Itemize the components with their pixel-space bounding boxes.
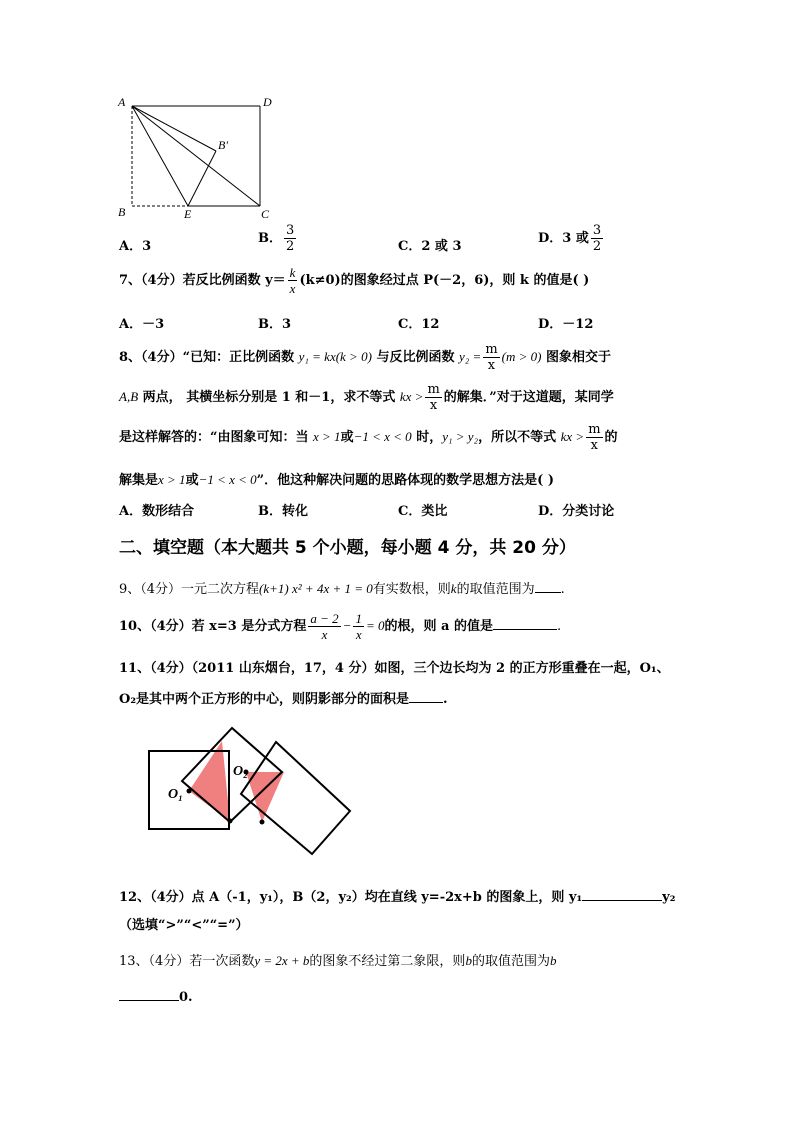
question-13 [119,950,556,969]
answer-blank[interactable] [119,988,179,1001]
text: 图象相交于 [546,350,612,365]
text: 的根，则 a 的值是 [384,619,493,634]
point-intersection-1 [228,819,233,824]
label-A: A [118,95,126,109]
frac-den: x [289,281,296,296]
text: 两点， 其横坐标分别是 1 和－1，求不等式 [142,390,396,405]
q6-option-b-label: B． [258,231,282,246]
text: . [560,582,565,597]
text: 是其中两个正方形的中心，则阴影部分的面积是 [136,692,410,707]
q6-option-d [538,224,605,253]
math: −1 < x < 0 [353,429,412,444]
q6-option-b [258,224,298,253]
q12-line-2: （选填“>”“<”“=”） [119,918,249,933]
text: 的解集．”对于这道题，某同学 [443,390,614,405]
math: A,B [119,389,139,404]
answer-blank[interactable] [582,888,662,901]
frac-num: 3 [286,223,295,238]
q8-fraction-2 [425,383,441,412]
frac-num: 1 [355,611,362,626]
math: = 0 [365,618,385,633]
frac-num: k [289,265,296,280]
text: . [556,619,562,634]
q8-line-3 [119,423,618,452]
text: 9、（4分）一元二次方程 [119,582,260,597]
math: −1 < x < 0 [198,472,257,487]
q10-fraction-1 [308,612,340,641]
math: kx > [399,389,424,404]
q11-line-1: 11、（4分）（2011 山东烟台，17，4 分）如图，三个边长均为 2 的正方形重叠在一起，O₁、 [119,661,670,676]
text: 13、（4分）若一次函数 [119,954,255,969]
q8-line-1 [119,343,611,372]
frac-num: m [588,422,601,437]
answer-blank[interactable] [535,580,561,593]
text: 的 [604,430,618,445]
q7-option-b: B．3 [258,317,292,332]
math: (m > 0) [501,349,542,364]
math: − [342,618,352,633]
label-O2: O₂ [233,764,248,779]
text: 或 [340,430,354,445]
q6-option-b-fraction [284,224,296,253]
q6-option-c: C．2 或 3 [398,239,462,254]
label-B: B [118,205,126,219]
math: k [450,581,457,596]
q12-line-1 [119,886,675,905]
q8-option-c: C．类比 [398,504,448,519]
text: 或 [185,473,199,488]
q7-option-d: D．－12 [538,317,594,332]
text: 10、（4分）若 x=3 是分式方程 [119,619,307,634]
q13-line-2 [119,988,193,1005]
math: (k+1) x² + 4x + 1 = 0 [259,581,373,596]
q7-stem: 7、（4分）若反比例函数 y＝ [119,273,286,288]
text: 的取值范围为 [456,582,535,597]
q8-fraction-3 [586,423,602,452]
q8-line-4 [119,469,554,488]
figure-overlapping-squares [140,720,370,860]
q6-option-d-fraction [591,224,603,253]
math: y₁ > y₂ [442,429,479,444]
q10-fraction-2 [353,612,364,641]
q7-option-a: A．－3 [119,317,165,332]
q8-line-2 [119,383,614,412]
text: 时， [416,430,443,445]
figure-rectangle-fold [110,90,290,230]
q7-fraction [288,266,298,295]
math: y₂ = [459,349,482,364]
frac-den: x [355,627,362,642]
frac-num: a − 2 [310,611,339,626]
question-7 [119,266,589,295]
text: O₂ [119,692,137,707]
text: ，所以不等式 [478,430,557,445]
math: b [465,953,472,968]
text: 有实数根，则 [372,582,451,597]
frac-den: 2 [286,239,295,254]
label-E: E [184,207,192,221]
section-2-title: 二、填空题（本大题共 5 个小题，每小题 4 分，共 20 分） [119,538,576,558]
segment-EBp [188,151,216,206]
text: 的图象不经过第二象限，则 [309,954,466,969]
text: 8、（4分）“已知：正比例函数 [119,350,295,365]
frac-num: m [427,382,440,397]
math: b [549,953,557,968]
q6-option-d-label: D．3 或 [538,231,589,246]
frac-den: x [429,398,438,413]
answer-blank[interactable] [409,690,443,703]
frac-num: m [485,342,498,357]
q11-line-2 [119,688,448,707]
math: y = 2x + b [254,953,310,968]
label-Bprime: B' [218,138,228,152]
label-O1: O₁ [168,787,183,802]
math: x > 1 [158,472,186,487]
frac-den: x [321,627,328,642]
math: kx > [560,429,585,444]
q7-option-c: C．12 [398,317,440,332]
text: 0. [179,990,193,1005]
frac-num: 3 [592,223,602,238]
text: 与反比例函数 [376,350,455,365]
text: 是这样解答的：“由图象可知：当 [119,430,309,445]
frac-den: x [590,438,599,453]
q8-option-d: D．分类讨论 [538,504,615,519]
text: y₂ [662,890,676,905]
math: y₁ = kx(k > 0) [298,349,372,364]
label-D: D [263,95,272,109]
point-intersection-2 [260,820,265,825]
frac-den: 2 [592,239,602,254]
answer-blank[interactable] [493,617,557,630]
text: ”．他这种解决问题的思路体现的数学思想方法是( ) [256,473,554,488]
frac-den: x [487,358,496,373]
q6-option-a: A．3 [119,239,152,254]
text: . [443,692,448,707]
label-C: C [261,207,270,221]
text: 解集是 [119,473,159,488]
math: x > 1 [313,429,341,444]
q8-option-b: B．转化 [258,504,308,519]
q8-fraction-1 [483,343,499,372]
question-10 [119,612,561,641]
text: 的取值范围为 [471,954,550,969]
q8-option-a: A．数形结合 [119,504,195,519]
text: 12、（4分）点 A（-1，y₁），B（2，y₂）均在直线 y=-2x+b 的图象上，则 y₁ [119,890,583,905]
q7-stem-rest: (k≠0)的图象经过点 P(－2，6)，则 k 的值是( ) [299,273,590,288]
question-9 [119,578,565,597]
point-O1 [187,789,192,794]
